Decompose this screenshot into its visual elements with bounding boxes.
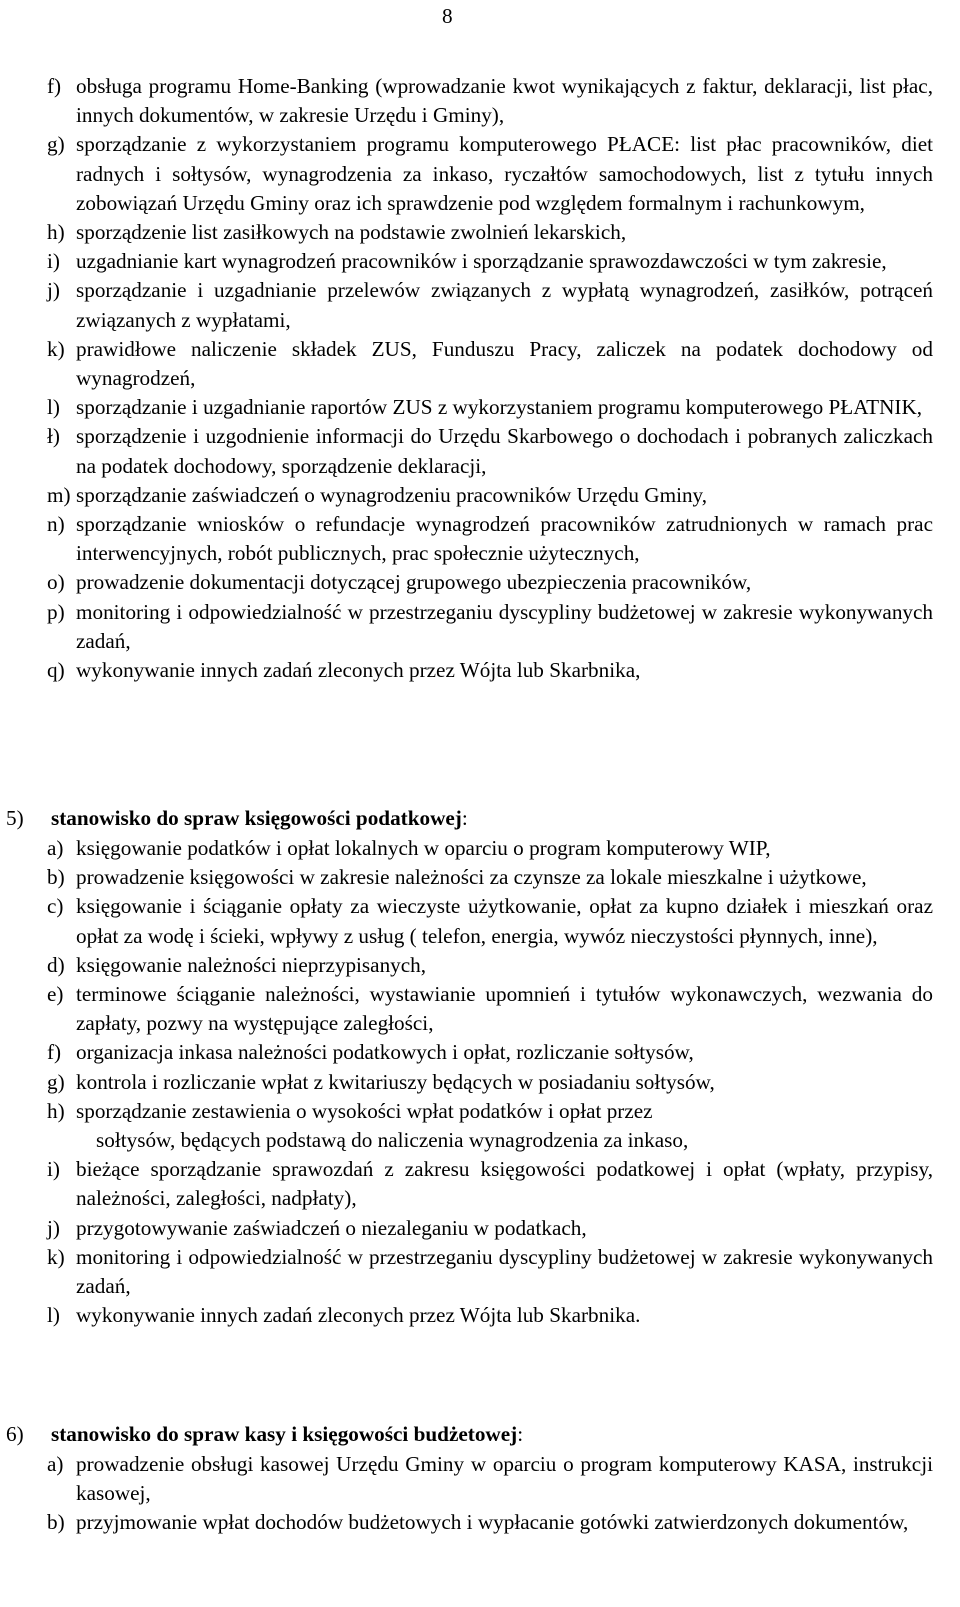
- item-text: księgowanie należności nieprzypisanych,: [76, 952, 427, 977]
- item-text: kontrola i rozliczanie wpłat z kwitariuszy będących w posiadaniu sołtysów,: [76, 1069, 715, 1094]
- item-label: q): [47, 658, 65, 683]
- item-label: g): [47, 1069, 65, 1094]
- list-item: [0, 1155, 933, 1213]
- list-item: [0, 130, 933, 218]
- item-label: b): [47, 865, 65, 890]
- item-text: księgowanie i ściąganie opłaty za wieczyste użytkowanie, opłat za kupno działek i mieszkań oraz opłat za wodę i ścieki, wpływy z usług ( telefon, energia, wywóz nieczystości płynnych, inne),: [76, 894, 933, 948]
- item-text: sporządzanie zaświadczeń o wynagrodzeniu pracowników Urzędu Gminy,: [76, 482, 708, 507]
- list-item: [0, 422, 933, 480]
- item-text: sporządzanie i uzgadnianie przelewów związanych z wypłatą wynagrodzeń, zasiłków, potrąceń związanych z wypłatami,: [76, 278, 933, 332]
- item-label: l): [47, 1303, 60, 1328]
- item-text: organizacja inkasa należności podatkowych i opłat, rozliczanie sołtysów,: [76, 1040, 694, 1065]
- item-text: monitoring i odpowiedzialność w przestrzeganiu dyscypliny budżetowej w zakresie wykonywanych zadań,: [76, 1244, 933, 1299]
- list-item: [0, 1301, 933, 1330]
- item-text: prawidłowe naliczenie składek ZUS, Funduszu Pracy, zaliczek na podatek dochodowy od wynagrodzeń,: [76, 336, 933, 391]
- item-label: b): [47, 1510, 65, 1535]
- item-label: h): [47, 220, 65, 245]
- item-label: i): [47, 249, 60, 274]
- item-label: m): [47, 482, 71, 507]
- list-item: [0, 834, 933, 863]
- item-text: sporządzanie z wykorzystaniem programu komputerowego PŁACE: list płac pracowników, diet radnych i sołtysów, wynagrodzenia za inkaso, ryczałtów samochodowych, list z tytułu innych zobowiązań Urzędu Gminy oraz ich sprawdzenie pod względem formalnym i rachunkowym,: [76, 132, 933, 215]
- list-item: [0, 335, 933, 393]
- item-text: bieżące sporządzanie sprawozdań z zakresu księgowości podatkowej i opłat (wpłaty, przypisy, należności, zaległości, nadpłaty),: [76, 1157, 933, 1211]
- item-text: przyjmowanie wpłat dochodów budżetowych i wypłacanie gotówki zatwierdzonych dokumentów,: [76, 1510, 909, 1535]
- item-label: f): [47, 74, 62, 98]
- list-item: [0, 393, 933, 422]
- item-text: prowadzenie dokumentacji dotyczącej grupowego ubezpieczenia pracowników,: [76, 570, 752, 595]
- item-text: uzgadnianie kart wynagrodzeń pracowników i sporządzanie sprawozdawczości w tym zakresie,: [76, 249, 887, 274]
- list-item: [0, 276, 933, 334]
- item-label: h): [47, 1098, 65, 1123]
- item-text: terminowe ściąganie należności, wystawianie upomnień i tytułów wykonawczych, wezwania do zapłaty, pozwy na występujące zaległości,: [76, 982, 933, 1036]
- section-number: 5): [6, 806, 24, 830]
- list-item: [0, 1450, 933, 1508]
- item-label: o): [47, 570, 65, 595]
- duties-list-a: [0, 72, 960, 685]
- item-label: f): [47, 1040, 62, 1065]
- item-text: sporządzenie i uzgodnienie informacji do Urzędu Skarbowego o dochodach i pobranych zaliczkach na podatek dochodowy, sporządzenie deklaracji,: [76, 424, 933, 478]
- item-text: sporządzanie zestawienia o wysokości wpłat podatków i opłat przez: [76, 1098, 653, 1123]
- list-item: [0, 1038, 933, 1067]
- item-text: wykonywanie innych zadań zleconych przez Wójta lub Skarbnika.: [76, 1303, 641, 1328]
- item-label: k): [47, 336, 65, 361]
- item-label: d): [47, 952, 65, 977]
- item-label: ł): [47, 424, 60, 449]
- item-label: g): [47, 132, 65, 157]
- list-item: [0, 247, 933, 276]
- section-title: [51, 1420, 523, 1449]
- list-item: [0, 656, 933, 685]
- item-text: księgowanie podatków i opłat lokalnych w oparciu o program komputerowy WIP,: [76, 836, 771, 860]
- section-title-colon: :: [517, 1422, 524, 1446]
- section-title-text: stanowisko do spraw kasy i księgowości budżetowej: [51, 1422, 518, 1446]
- item-label: a): [47, 1452, 64, 1476]
- item-text: monitoring i odpowiedzialność w przestrzeganiu dyscypliny budżetowej w zakresie wykonywanych zadań,: [76, 599, 933, 653]
- section-title-colon: :: [461, 806, 468, 830]
- list-item: [0, 1214, 933, 1243]
- page-number: 8: [442, 4, 453, 28]
- list-item: [0, 892, 933, 950]
- item-label: e): [47, 982, 64, 1007]
- item-label: n): [47, 512, 65, 537]
- list-item: [0, 1508, 933, 1537]
- item-text: prowadzenie księgowości w zakresie należności za czynsze za lokale mieszkalne i użytkowe,: [76, 865, 867, 890]
- item-text: sporządzanie i uzgadnianie raportów ZUS z wykorzystaniem programu komputerowego PŁATNIK,: [76, 395, 923, 420]
- list-item: [0, 72, 933, 130]
- list-item: [0, 1243, 933, 1301]
- item-label: p): [47, 599, 65, 624]
- item-label: l): [47, 395, 60, 420]
- item-text: obsługa programu Home-Banking (wprowadzanie kwot wynikających z faktur, deklaracji, list płac, innych dokumentów, w zakresie Urzędu i Gminy),: [76, 74, 933, 128]
- item-text: przygotowywanie zaświadczeń o niezaleganiu w podatkach,: [76, 1215, 587, 1240]
- item-label: j): [47, 278, 60, 303]
- item-label: c): [47, 894, 64, 919]
- item-label: i): [47, 1157, 60, 1182]
- section-title: [51, 804, 468, 833]
- item-text-continued: sołtysów, będących podstawą do naliczenia wynagrodzenia za inkaso,: [96, 1128, 689, 1153]
- list-item: [0, 598, 933, 656]
- item-text: sporządzanie wniosków o refundacje wynagrodzeń pracowników zatrudnionych w ramach prac interwencyjnych, robót publicznych, prac społecznie użytecznych,: [76, 512, 933, 566]
- item-label: k): [47, 1244, 65, 1269]
- list-item: [0, 510, 933, 568]
- list-item: [0, 863, 933, 892]
- section-title-text: stanowisko do spraw księgowości podatkowej: [51, 806, 462, 830]
- list-item: [0, 481, 933, 510]
- item-text: wykonywanie innych zadań zleconych przez Wójta lub Skarbnika,: [76, 658, 641, 683]
- list-item: [0, 568, 933, 597]
- item-text: sporządzenie list zasiłkowych na podstawie zwolnień lekarskich,: [76, 220, 627, 245]
- list-item: [0, 980, 933, 1038]
- item-label: j): [47, 1215, 60, 1240]
- list-item: [0, 218, 933, 247]
- duties-list-b: [0, 834, 960, 1330]
- list-item: [0, 951, 933, 980]
- list-item: [0, 1068, 933, 1097]
- list-item: [0, 1097, 933, 1155]
- duties-list-c: [0, 1450, 960, 1538]
- item-label: a): [47, 836, 64, 860]
- section-number: 6): [6, 1422, 24, 1446]
- item-text: prowadzenie obsługi kasowej Urzędu Gminy w oparciu o program komputerowy KASA, instrukcji kasowej,: [76, 1452, 933, 1506]
